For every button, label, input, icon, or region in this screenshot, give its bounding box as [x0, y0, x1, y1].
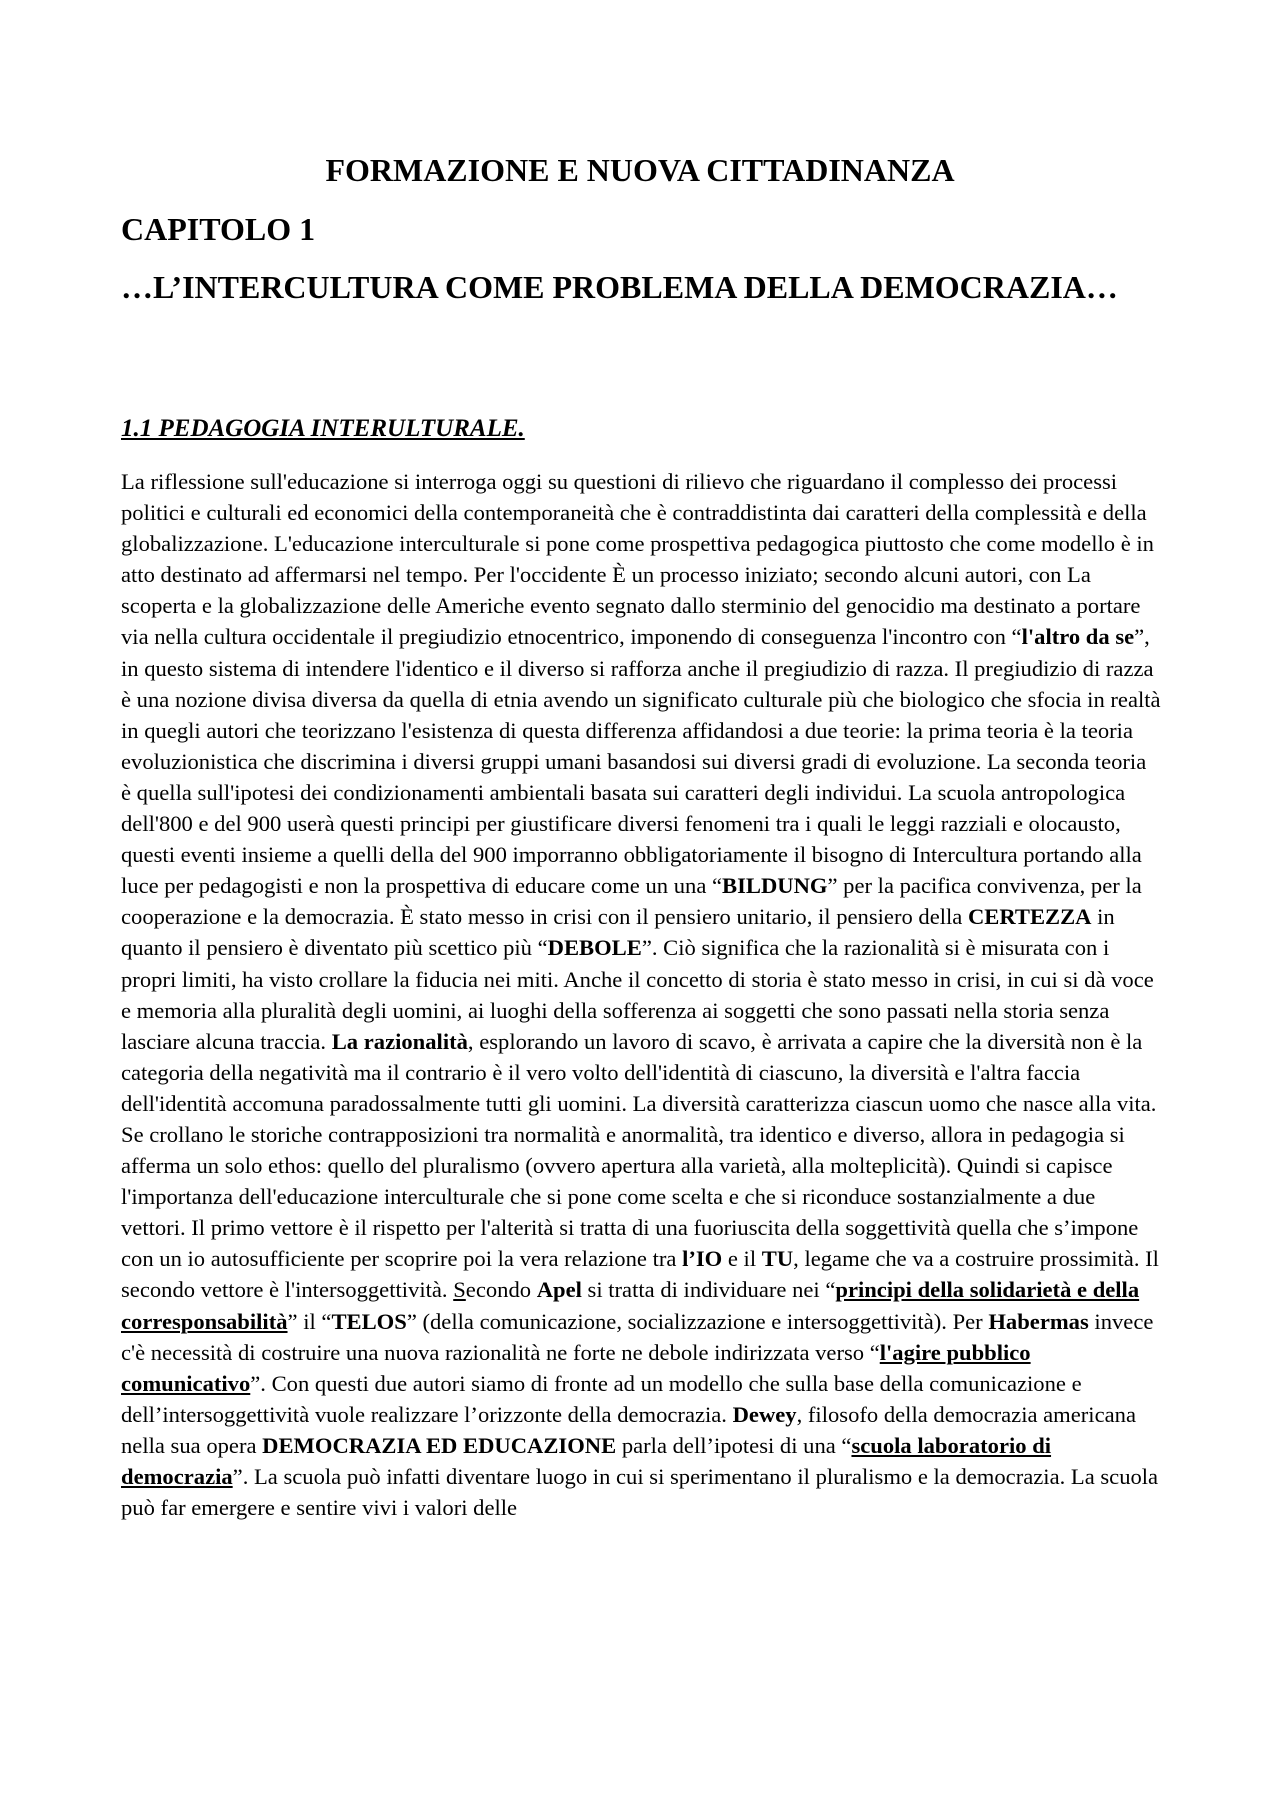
chapter-heading: CAPITOLO 1 — [121, 211, 316, 247]
emphasis-bold: TELOS — [331, 1308, 407, 1334]
emphasis-bold-underlined: l'agire pubblico comunicativo — [121, 1339, 1031, 1396]
text-run: ” per la pacifica convivenza, per la cooperazione e la democrazia. È stato messo in crisi con il pensiero unitario, il pensiero della — [121, 873, 1142, 930]
emphasis-bold-underlined: principi della solidarietà e della corresponsabilità — [121, 1277, 1140, 1334]
emphasis-bold: La razionalità — [331, 1028, 468, 1054]
emphasis-bold: CERTEZZA — [967, 904, 1092, 930]
chapter-subtitle: …L’INTERCULTURA COME PROBLEMA DELLA DEMOCRAZIA… — [121, 269, 1118, 305]
text-run: , legame che va a costruire prossimità. Il secondo vettore è l'intersoggettività. — [121, 1246, 1159, 1303]
text-run: ”. Con questi due autori siamo di fronte ad un modello che sulla base della comunicazione e dell’intersoggettività vuole realizzare l’orizzonte della democrazia. — [121, 1370, 1082, 1427]
body-paragraph — [121, 466, 1161, 1523]
text-run: ”. Ciò significa che la razionalità si è misurata con i propri limiti, ha visto crollare la fiducia nei miti. Anche il concetto di storia è stato messo in crisi, in cui si dà voce e memoria alla pluralità degli uomini, ai luoghi della sofferenza ai soggetti che sono passati nella storia senza lasciare alcuna traccia. — [121, 935, 1154, 1054]
text-run: econdo — [465, 1277, 537, 1303]
text-run: ”. La scuola può infatti diventare luogo in cui si sperimentano il pluralismo e la democrazia. La scuola può far emergere e sentire vivi i valori delle — [121, 1464, 1159, 1521]
emphasis-bold: BILDUNG — [722, 873, 828, 899]
emphasis-bold: Dewey — [732, 1401, 797, 1427]
text-run: invece c'è necessità di costruire una nuova razionalità ne forte ne debole indirizzata verso “ — [121, 1308, 1154, 1365]
underlined-letter: S — [453, 1277, 466, 1303]
emphasis-bold: Habermas — [988, 1308, 1089, 1334]
emphasis-bold: l'altro da se — [1021, 624, 1135, 650]
text-run: parla dell’ipotesi di una “ — [616, 1432, 852, 1458]
text-run: , esplorando un lavoro di scavo, è arrivata a capire che la diversità non è la categoria della negatività ma il contrario è il vero volto dell'identità di ciascuno, la diversità e l'altra faccia dell'identità accomuna paradossalmente tutti gli uomini. La diversità caratterizza ciascun uomo che nasce alla vita. Se crollano le storiche contrapposizioni tra normalità e anormalità, tra identico e diverso, allora in pedagogia si afferma un solo ethos: quello del pluralismo (ovvero apertura alla varietà, alla molteplicità). Quindi si capisce l'importanza dell'educazione interculturale che si pone come scelta e che si riconduce sostanzialmente a due vettori. Il primo vettore è il rispetto per l'alterità si tratta di una fuoriuscita della soggettività quella che s’impone con un io autosufficiente per scoprire poi la vera relazione tra — [121, 1028, 1157, 1272]
emphasis-bold: TU — [761, 1246, 794, 1272]
emphasis-bold: DEMOCRAZIA ED EDUCAZIONE — [262, 1432, 617, 1458]
emphasis-bold: DEBOLE — [547, 935, 642, 961]
text-run: La riflessione sull'educazione si interroga oggi su questioni di rilievo che riguardano il complesso dei processi politici e culturali ed economici della contemporaneità che è contraddistinta dai caratteri della complessità e della globalizzazione. L'educazione interculturale si pone come prospettiva pedagogica piuttosto che come modello è in atto destinato ad affermarsi nel tempo. Per l'occidente È un processo iniziato; secondo alcuni autori, con La scoperta e la globalizzazione delle Americhe evento segnato dallo sterminio del genocidio ma destinato a portare via nella cultura occidentale il pregiudizio etnocentrico, imponendo di conseguenza l'incontro con “ — [121, 469, 1154, 650]
text-run: e il — [722, 1246, 762, 1272]
text-run: ” (della comunicazione, socializzazione e intersoggettività). Per — [406, 1308, 989, 1334]
text-run: , filosofo della democrazia americana nella sua opera — [121, 1401, 1136, 1458]
text-run: in quanto il pensiero è diventato più scettico più “ — [121, 904, 1115, 961]
emphasis-bold-underlined: scuola laboratorio di democrazia — [121, 1432, 1052, 1489]
text-run: ”, in questo sistema di intendere l'identico e il diverso si rafforza anche il pregiudizio di razza. Il pregiudizio di razza è una nozione divisa diversa da quella di etnia avendo un significato culturale più che biologico che sfocia in realtà in quegli autori che teorizzano l'esistenza di questa differenza affidandosi a due teorie: la prima teoria è la teoria evoluzionistica che discrimina i diversi gruppi umani basandosi sui diversi gradi di evoluzione. La seconda teoria è quella sull'ipotesi dei condizionamenti ambientali basata sui caratteri degli individui. La scuola antropologica dell'800 e del 900 userà questi principi per giustificare diversi fenomeni tra i quali le leggi razziali e olocausto, questi eventi insieme a quelli della del 900 imporranno obbligatoriamente il bisogno di Intercultura portando alla luce per pedagogisti e non la prospettiva di educare come un una “ — [121, 624, 1161, 899]
text-run: si tratta di individuare nei “ — [581, 1277, 836, 1303]
emphasis-bold: l’IO — [682, 1246, 723, 1272]
section-heading: 1.1 PEDAGOGIA INTERULTURALE. — [121, 415, 525, 442]
emphasis-bold: Apel — [536, 1277, 582, 1303]
document-title: FORMAZIONE E NUOVA CITTADINANZA — [325, 152, 955, 188]
text-run: ” il “ — [287, 1308, 332, 1334]
